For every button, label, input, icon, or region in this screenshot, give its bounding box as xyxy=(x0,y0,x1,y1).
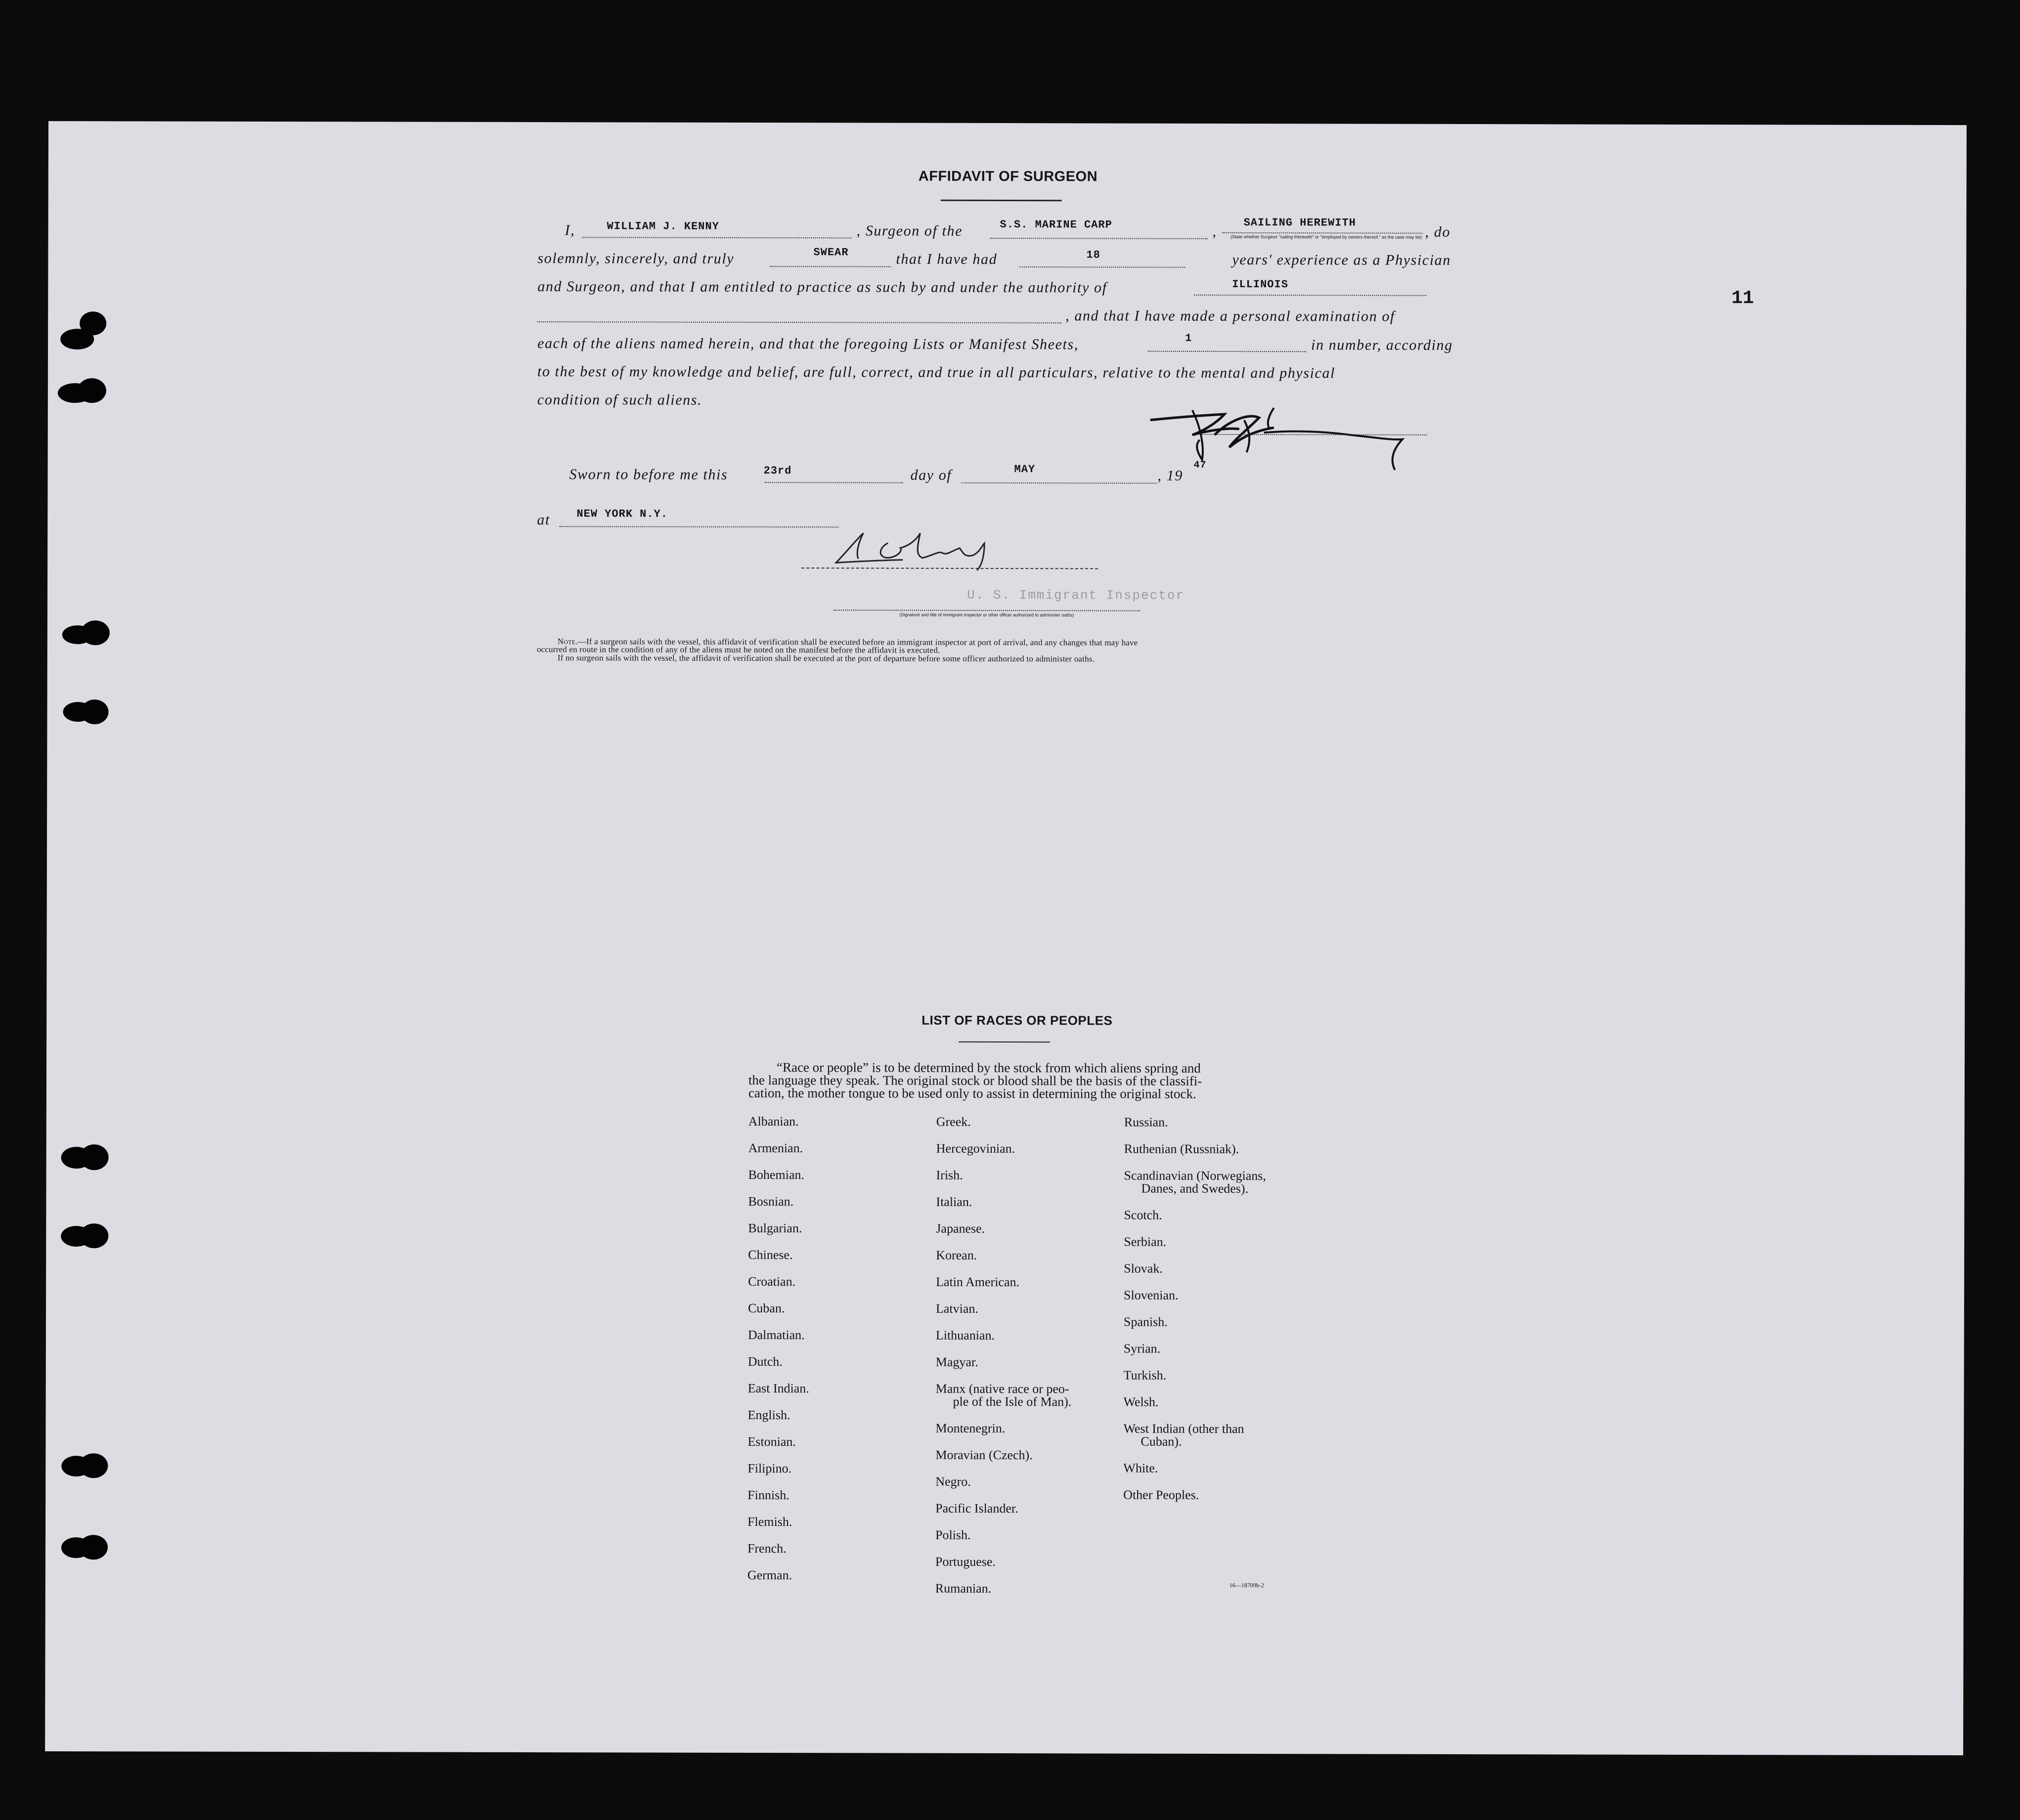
race-item: Syrian. xyxy=(1123,1341,1161,1356)
race-item: Albanian. xyxy=(748,1114,799,1129)
authority-continuation-line xyxy=(537,321,1061,323)
race-item: Moravian (Czech). xyxy=(935,1447,1033,1463)
race-item: Bohemian. xyxy=(748,1167,804,1182)
race-item: Welsh. xyxy=(1123,1394,1159,1409)
race-item: Latvian. xyxy=(935,1301,978,1316)
race-item: Korean. xyxy=(936,1248,977,1262)
race-item: Dalmatian. xyxy=(747,1327,805,1343)
affidavit-text: I, xyxy=(565,222,575,239)
years-field: 18 xyxy=(1086,249,1100,261)
race-item: Russian. xyxy=(1124,1115,1168,1129)
race-item: Bosnian. xyxy=(748,1194,794,1209)
oath-field: SWEAR xyxy=(813,246,849,259)
binder-hole xyxy=(61,1456,91,1476)
status-field-line xyxy=(1223,232,1423,234)
race-item: Spanish. xyxy=(1123,1314,1168,1329)
race-item: Latin American. xyxy=(936,1274,1020,1290)
binder-hole xyxy=(61,1226,91,1247)
race-item: Portuguese. xyxy=(935,1554,996,1569)
race-item: Japanese. xyxy=(936,1221,985,1236)
race-item: Armenian. xyxy=(748,1140,803,1156)
authority-field-line xyxy=(1194,295,1426,296)
sworn-month-field: MAY xyxy=(1014,463,1036,476)
document-sheet xyxy=(45,121,1967,1755)
affidavit-text: in number, according xyxy=(1311,337,1453,353)
race-item: Slovak. xyxy=(1124,1261,1163,1276)
race-item: Danes, and Swedes). xyxy=(1141,1181,1249,1196)
vessel-field-line xyxy=(990,238,1208,239)
race-item: Chinese. xyxy=(748,1247,793,1262)
vessel-field: S.S. MARINE CARP xyxy=(1000,218,1112,231)
race-item: Negro. xyxy=(935,1474,971,1489)
affidavit-text: , do xyxy=(1425,223,1450,240)
affidavit-text: , and that I have made a personal examination of xyxy=(1065,307,1395,325)
affidavit-text: each of the aliens named herein, and that the foregoing Lists or Manifest Sheets, xyxy=(537,335,1079,353)
race-item: Croatian. xyxy=(748,1274,796,1289)
signature-caption: (Signature and title of immigrant inspector or other officer authorized to administer oaths) xyxy=(899,612,1074,618)
note-text: —If a surgeon sails with the vessel, this affidavit of verification shall be executed before an immigrant inspector at port of arrival, and any changes that may have xyxy=(577,637,1138,648)
years-field-line xyxy=(1019,266,1185,268)
sheets-field: 1 xyxy=(1185,332,1192,345)
race-item: Finnish. xyxy=(747,1487,790,1503)
race-item: East Indian. xyxy=(747,1381,809,1396)
race-item: Filipino. xyxy=(747,1461,792,1476)
sheets-field-line xyxy=(1148,351,1306,352)
inspector-title: U. S. Immigrant Inspector xyxy=(966,587,1185,603)
races-intro-line: the language they speak. The original stock or blood shall be the basis of the classifi- xyxy=(748,1072,1202,1088)
note-text: If no surgeon sails with the vessel, the affidavit of verification shall be executed at the port of departure before some officer authorized to administer oaths. xyxy=(557,653,1095,664)
race-item: Bulgarian. xyxy=(748,1220,802,1236)
race-item: English. xyxy=(747,1407,790,1423)
binder-hole xyxy=(61,1537,91,1558)
race-item: French. xyxy=(747,1541,787,1556)
inspector-signature xyxy=(834,528,1041,573)
race-item: Scandinavian (Norwegians, xyxy=(1124,1168,1266,1183)
affidavit-title: AFFIDAVIT OF SURGEON xyxy=(918,168,1098,185)
race-item: Irish. xyxy=(936,1168,963,1182)
race-item: Manx (native race or peo- xyxy=(935,1381,1069,1396)
binder-hole xyxy=(62,625,93,644)
race-item: Scotch. xyxy=(1124,1208,1162,1222)
day-field-line xyxy=(764,482,903,483)
binder-hole xyxy=(60,329,94,349)
oath-field-line xyxy=(770,266,891,267)
status-field: SAILING HEREWITH xyxy=(1243,217,1356,229)
races-title: LIST OF RACES OR PEOPLES xyxy=(922,1012,1113,1028)
name-field-line xyxy=(582,237,852,238)
note-text: occurred en route in the condition of any of the aliens must be noted on the manifest before the affidavit is executed. xyxy=(536,645,940,655)
affidavit-text: that I have had xyxy=(896,251,998,268)
race-item: Slovenian. xyxy=(1124,1288,1179,1302)
affidavit-text: condition of such aliens. xyxy=(537,391,703,408)
race-item: Polish. xyxy=(935,1527,971,1542)
affidavit-text: , xyxy=(1212,223,1217,240)
sworn-day-field: 23rd xyxy=(763,465,792,477)
race-item: Estonian. xyxy=(747,1434,796,1449)
page-number: 11 xyxy=(1731,288,1754,309)
sworn-year-field: 47 xyxy=(1193,459,1207,471)
affidavit-text: and Surgeon, and that I am entitled to practice as such by and under the authority of xyxy=(537,278,1107,296)
affidavit-text: solemnly, sincerely, and truly xyxy=(537,250,735,267)
race-item: Greek. xyxy=(936,1114,971,1129)
binder-hole xyxy=(61,1147,92,1169)
status-hint: (State whether Surgeon "sailing therewith" or "employed by owners thereof," as the case may be) xyxy=(1230,234,1422,240)
race-item: Pacific Islander. xyxy=(935,1501,1018,1516)
race-item: Lithuanian. xyxy=(935,1328,995,1343)
affidavit-text: , Surgeon of the xyxy=(856,222,963,239)
race-item: ple of the Isle of Man). xyxy=(953,1394,1072,1409)
affidavit-text: , 19 xyxy=(1157,467,1183,484)
affidavit-text: to the best of my knowledge and belief, are full, correct, and true in all particulars, relative to the mental and physical xyxy=(537,363,1336,382)
race-item: German. xyxy=(747,1567,792,1583)
note-label: Note. xyxy=(557,637,578,647)
month-field-line xyxy=(961,482,1156,484)
race-item: Flemish. xyxy=(747,1514,792,1529)
affidavit-text: years' experience as a Physician xyxy=(1232,252,1451,268)
race-item: Cuban). xyxy=(1141,1434,1182,1449)
affidavit-text: Sworn to before me this xyxy=(569,466,728,483)
form-number: 16—18709b-2 xyxy=(1229,1582,1264,1589)
race-item: West Indian (other than xyxy=(1123,1421,1244,1436)
surgeon-name-field: WILLIAM J. KENNY xyxy=(607,220,719,233)
affidavit-text: day of xyxy=(910,467,952,483)
race-item: Other Peoples. xyxy=(1123,1487,1199,1502)
race-item: Serbian. xyxy=(1124,1234,1167,1249)
race-item: Italian. xyxy=(936,1194,972,1209)
authority-field: ILLINOIS xyxy=(1232,278,1288,291)
race-item: Turkish. xyxy=(1123,1368,1167,1383)
binder-hole xyxy=(58,383,92,403)
binder-hole xyxy=(63,702,92,722)
surgeon-signature xyxy=(1145,405,1442,480)
race-item: Cuban. xyxy=(747,1300,785,1316)
place-field: NEW YORK N.Y. xyxy=(576,508,668,520)
affidavit-text: at xyxy=(537,512,550,528)
races-title-underline xyxy=(959,1041,1050,1042)
caption-line xyxy=(834,609,1140,611)
race-item: Magyar. xyxy=(935,1354,978,1369)
race-item: Rumanian. xyxy=(935,1581,992,1596)
races-intro-line: cation, the mother tongue to be used only to assist in determining the original stock. xyxy=(748,1085,1196,1101)
place-field-line xyxy=(559,526,838,527)
title-underline xyxy=(941,200,1062,202)
race-item: Ruthenian (Russniak). xyxy=(1124,1141,1239,1157)
race-item: Hercegovinian. xyxy=(936,1141,1015,1156)
races-intro-line: “Race or people” is to be determined by the stock from which aliens spring and xyxy=(776,1060,1201,1076)
race-item: Montenegrin. xyxy=(935,1421,1006,1436)
race-item: Dutch. xyxy=(747,1354,783,1369)
race-item: White. xyxy=(1123,1461,1158,1475)
